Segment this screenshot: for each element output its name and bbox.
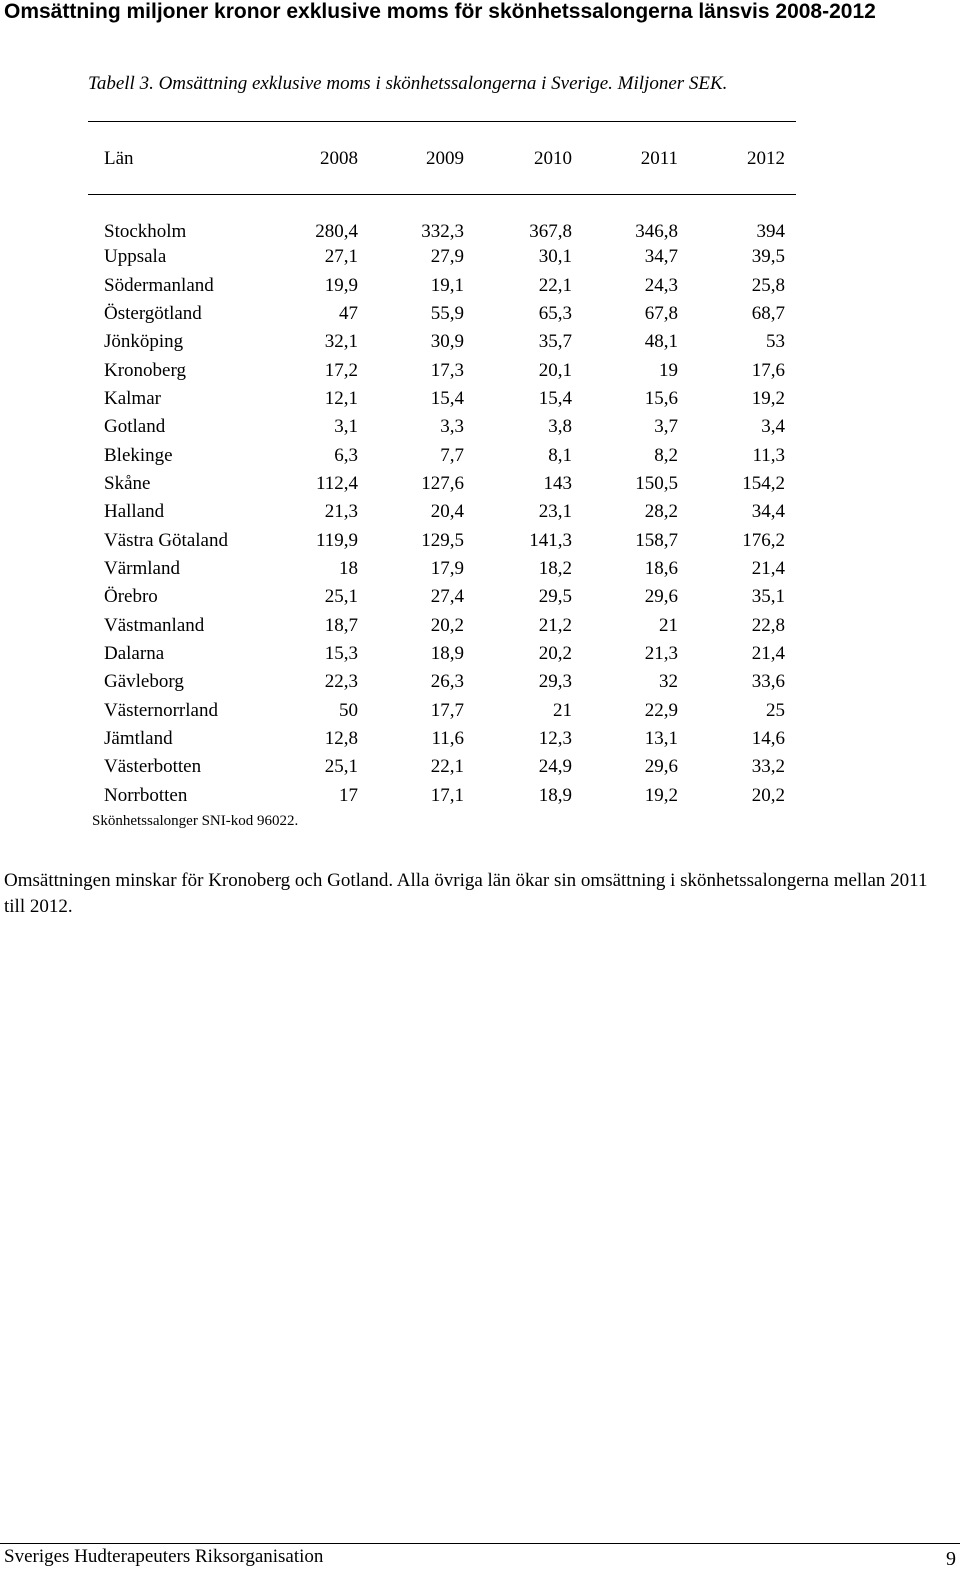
cell-2012: 25	[766, 700, 785, 721]
cell-2008: 112,4	[315, 473, 358, 494]
cell-2012: 3,4	[761, 416, 785, 437]
cell-2008: 12,1	[324, 388, 358, 409]
cell-2008: 50	[339, 700, 358, 721]
cell-2012: 53	[766, 331, 785, 352]
table-row	[0, 472, 960, 496]
cell-2008: 21,3	[324, 501, 358, 522]
cell-2010: 29,5	[538, 586, 572, 607]
cell-2008: 18,7	[324, 615, 358, 636]
cell-2008: 3,1	[334, 416, 358, 437]
cell-2012: 21,4	[751, 643, 785, 664]
table-row	[0, 727, 960, 751]
cell-2009: 127,6	[421, 473, 464, 494]
cell-lan: Stockholm	[104, 221, 187, 242]
footer-rule	[0, 1543, 960, 1544]
cell-2009: 27,9	[430, 246, 464, 267]
cell-2010: 12,3	[538, 728, 572, 749]
cell-2011: 29,6	[644, 756, 678, 777]
cell-lan: Västerbotten	[104, 756, 202, 777]
table-row	[0, 755, 960, 779]
table-caption: Tabell 3. Omsättning exklusive moms i skönhetssalongerna i Sverige. Miljoner SEK.	[88, 73, 728, 94]
cell-2008: 25,1	[324, 586, 358, 607]
cell-2009: 3,3	[440, 416, 464, 437]
cell-2011: 18,6	[644, 558, 678, 579]
cell-2010: 35,7	[538, 331, 572, 352]
body-paragraph: Omsättningen minskar för Kronoberg och Gotland. Alla övriga län ökar sin omsättning i skönhetssalongerna mellan 2011 till 2012.	[4, 870, 928, 917]
cell-2012: 154,2	[742, 473, 785, 494]
page-number: 9	[946, 1548, 956, 1570]
table-row	[0, 302, 960, 326]
cell-2010: 65,3	[538, 303, 572, 324]
cell-2012: 35,1	[751, 586, 785, 607]
table-row	[0, 387, 960, 411]
cell-2012: 34,4	[751, 501, 785, 522]
cell-2008: 18	[339, 558, 358, 579]
table-row	[0, 500, 960, 524]
cell-2011: 67,8	[644, 303, 678, 324]
cell-2008: 19,9	[324, 275, 358, 296]
table-row	[0, 245, 960, 269]
cell-2012: 33,6	[751, 671, 785, 692]
cell-2008: 32,1	[324, 331, 358, 352]
cell-2011: 24,3	[644, 275, 678, 296]
cell-lan: Västra Götaland	[104, 530, 228, 551]
cell-2010: 21,2	[538, 615, 572, 636]
cell-2010: 143	[543, 473, 572, 494]
cell-2009: 17,9	[430, 558, 464, 579]
page-heading: Omsättning miljoner kronor exklusive moms för skönhetssalongerna länsvis 2008-2012	[4, 0, 876, 23]
cell-2012: 176,2	[742, 530, 785, 551]
cell-2010: 23,1	[538, 501, 572, 522]
cell-lan: Värmland	[104, 558, 180, 579]
cell-lan: Östergötland	[104, 303, 202, 324]
cell-2009: 20,2	[430, 615, 464, 636]
cell-2012: 14,6	[751, 728, 785, 749]
cell-2009: 19,1	[430, 275, 464, 296]
cell-2008: 6,3	[334, 445, 358, 466]
cell-2011: 21	[659, 615, 678, 636]
cell-2011: 28,2	[644, 501, 678, 522]
cell-2009: 27,4	[430, 586, 464, 607]
table-row	[0, 614, 960, 638]
cell-2010: 24,9	[538, 756, 572, 777]
table-row	[0, 784, 960, 808]
table-row	[0, 670, 960, 694]
table-row	[0, 274, 960, 298]
cell-2008: 22,3	[324, 671, 358, 692]
cell-lan: Skåne	[104, 473, 151, 494]
cell-2010: 141,3	[529, 530, 572, 551]
cell-2010: 21	[553, 700, 572, 721]
cell-2010: 20,1	[538, 360, 572, 381]
cell-2011: 150,5	[635, 473, 678, 494]
cell-2011: 29,6	[644, 586, 678, 607]
cell-2012: 19,2	[751, 388, 785, 409]
cell-2008: 119,9	[315, 530, 358, 551]
cell-2009: 332,3	[421, 221, 464, 242]
table-header-row	[0, 147, 960, 171]
cell-lan: Norrbotten	[104, 785, 188, 806]
cell-2009: 55,9	[430, 303, 464, 324]
cell-2011: 346,8	[635, 221, 678, 242]
cell-2009: 11,6	[431, 728, 464, 749]
cell-2009: 7,7	[440, 445, 464, 466]
cell-2012: 68,7	[751, 303, 785, 324]
cell-lan: Södermanland	[104, 275, 214, 296]
column-header-2012: 2012	[747, 148, 785, 169]
table-row	[0, 557, 960, 581]
table-row	[0, 642, 960, 666]
column-header-2008: 2008	[320, 148, 358, 169]
cell-2012: 20,2	[751, 785, 785, 806]
cell-lan: Dalarna	[104, 643, 165, 664]
cell-2008: 47	[339, 303, 358, 324]
cell-2011: 3,7	[654, 416, 678, 437]
table-footnote: Skönhetssalonger SNI-kod 96022.	[92, 813, 299, 829]
cell-lan: Jämtland	[104, 728, 173, 749]
cell-2008: 17,2	[324, 360, 358, 381]
table-top-rule	[88, 121, 796, 122]
cell-2011: 19,2	[644, 785, 678, 806]
cell-lan: Jönköping	[104, 331, 184, 352]
cell-2010: 18,2	[538, 558, 572, 579]
cell-2011: 15,6	[644, 388, 678, 409]
cell-2010: 8,1	[548, 445, 572, 466]
cell-lan: Örebro	[104, 586, 158, 607]
cell-2010: 3,8	[548, 416, 572, 437]
cell-lan: Kalmar	[104, 388, 161, 409]
cell-2011: 19	[659, 360, 678, 381]
cell-2009: 22,1	[430, 756, 464, 777]
cell-2009: 17,1	[430, 785, 464, 806]
cell-2011: 13,1	[644, 728, 678, 749]
cell-2008: 27,1	[324, 246, 358, 267]
cell-2009: 30,9	[430, 331, 464, 352]
cell-lan: Västmanland	[104, 615, 205, 636]
cell-2010: 20,2	[538, 643, 572, 664]
cell-2010: 18,9	[538, 785, 572, 806]
column-header-lan: Län	[104, 148, 134, 169]
cell-2011: 32	[659, 671, 678, 692]
cell-2011: 22,9	[644, 700, 678, 721]
cell-2009: 129,5	[421, 530, 464, 551]
column-header-2011: 2011	[640, 148, 678, 169]
cell-2012: 11,3	[752, 445, 785, 466]
table-row	[0, 699, 960, 723]
table-row	[0, 330, 960, 354]
cell-2009: 15,4	[430, 388, 464, 409]
cell-2008: 12,8	[324, 728, 358, 749]
cell-lan: Uppsala	[104, 246, 167, 267]
cell-2010: 29,3	[538, 671, 572, 692]
cell-2012: 22,8	[751, 615, 785, 636]
table-header-rule	[88, 194, 796, 195]
cell-2012: 21,4	[751, 558, 785, 579]
cell-2009: 17,7	[430, 700, 464, 721]
cell-lan: Blekinge	[104, 445, 173, 466]
cell-2012: 394	[756, 221, 785, 242]
cell-2011: 34,7	[644, 246, 678, 267]
cell-2012: 33,2	[751, 756, 785, 777]
column-header-2009: 2009	[426, 148, 464, 169]
table-row	[0, 359, 960, 383]
footer-organisation: Sveriges Hudterapeuters Riksorganisation	[4, 1546, 324, 1567]
cell-2011: 48,1	[644, 331, 678, 352]
cell-2008: 17	[339, 785, 358, 806]
cell-2008: 25,1	[324, 756, 358, 777]
column-header-2010: 2010	[534, 148, 572, 169]
table-row	[0, 415, 960, 439]
cell-2009: 26,3	[430, 671, 464, 692]
cell-lan: Västernorrland	[104, 700, 218, 721]
cell-2008: 280,4	[315, 221, 358, 242]
cell-2010: 367,8	[529, 221, 572, 242]
cell-2011: 158,7	[635, 530, 678, 551]
cell-2010: 22,1	[538, 275, 572, 296]
table-row	[0, 220, 960, 244]
cell-2012: 25,8	[751, 275, 785, 296]
cell-2011: 8,2	[654, 445, 678, 466]
cell-2010: 30,1	[538, 246, 572, 267]
cell-2008: 15,3	[324, 643, 358, 664]
cell-2009: 18,9	[430, 643, 464, 664]
cell-2012: 39,5	[751, 246, 785, 267]
cell-lan: Halland	[104, 501, 165, 522]
cell-2010: 15,4	[538, 388, 572, 409]
cell-lan: Gävleborg	[104, 671, 184, 692]
cell-2011: 21,3	[644, 643, 678, 664]
cell-2009: 20,4	[430, 501, 464, 522]
cell-2012: 17,6	[751, 360, 785, 381]
table-row	[0, 529, 960, 553]
cell-lan: Kronoberg	[104, 360, 186, 381]
cell-2009: 17,3	[430, 360, 464, 381]
table-row	[0, 444, 960, 468]
table-row	[0, 585, 960, 609]
cell-lan: Gotland	[104, 416, 166, 437]
